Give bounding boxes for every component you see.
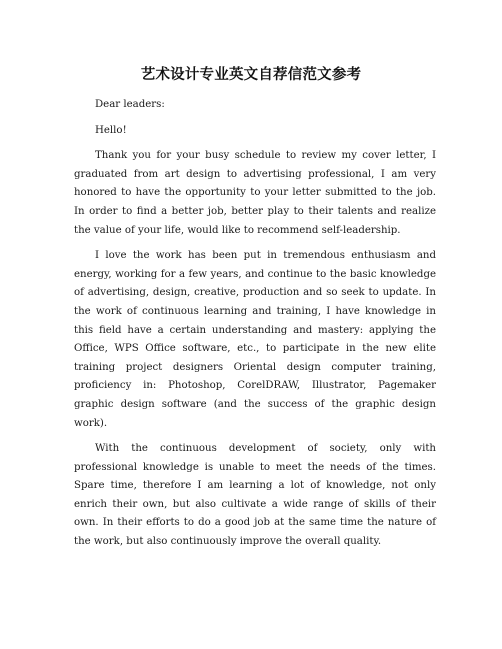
letter-body (74, 96, 436, 559)
document-title: 艺术设计专业英文自荐信范文参考 (140, 67, 362, 83)
greeting-line: Dear leaders: (95, 99, 165, 110)
salutation-line: Hello! (95, 124, 127, 136)
paragraph-3: With the continuous development of society, only with professional knowledge is unable to meet the needs of the times. Spare time, therefore I am learning a lot of knowledge, not only enrich their own, but also cultivate a wide range of skills of their own. In their efforts to do a good job at the same time the nature of the work, but also continuously improve the overall quality. (74, 443, 436, 548)
paragraph-2: I love the work has been put in tremendous enthusiasm and energy, working for a few years, and continue to the basic knowledge of advertising, design, creative, production and so seek to update. In the work of continuous learning and training, I have knowledge in this field have a certain understanding and mastery: applying the Office, WPS Office software, etc., to participate in the new elite training project designers Oriental design computer training, proficiency in: Photoshop, CorelDRAW, Illustrator, Pagemaker graphic design software (and the success of the graphic design work). (74, 250, 436, 429)
paragraph-1: Thank you for your busy schedule to review my cover letter, I graduated from art design to advertising professional, I am very honored to have the opportunity to your letter submitted to the job. In order to find a better job, better play to their talents and realize the value of your life, would like to recommend self-leadership. (74, 150, 436, 236)
